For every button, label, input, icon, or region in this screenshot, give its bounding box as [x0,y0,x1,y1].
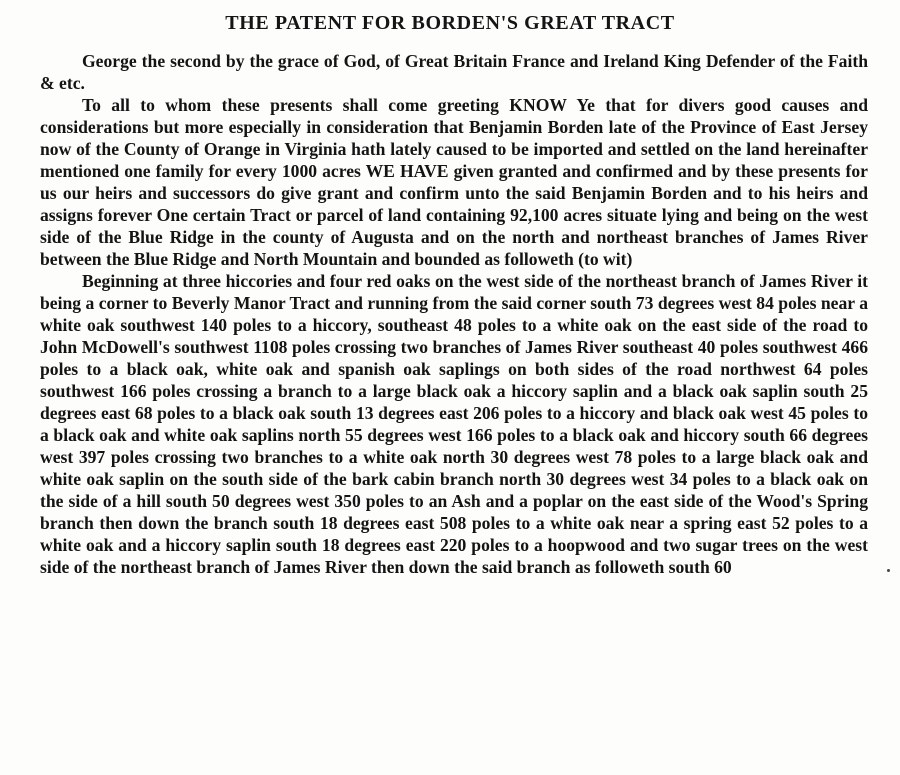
paragraph-grant: To all to whom these presents shall come greeting KNOW Ye that for divers good causes and considerations but more especially in consideration that Benjamin Borden late of the Province of East Jersey now of the County of Orange in Virginia hath lately caused to be imported and settled on the land hereinafter mentioned one family for every 1000 acres WE HAVE given granted and confirmed and by these presents for us our heirs and successors do give grant and confirm unto the said Benjamin Borden and to his heirs and assigns forever One certain Tract or parcel of land containing 92,100 acres situate lying and being on the west side of the Blue Ridge in the county of Augusta and on the north and northeast branches of James River between the Blue Ridge and North Mountain and bounded as followeth (to wit) [40,95,868,269]
document-body [40,50,868,578]
paragraph-royal-salutation: George the second by the grace of God, of Great Britain France and Ireland King Defender of the Faith & etc. [40,51,868,93]
page-title: THE PATENT FOR BORDEN'S GREAT TRACT [225,12,675,34]
paragraph-boundary-description: Beginning at three hiccories and four red oaks on the west side of the northeast branch of James River it being a corner to Beverly Manor Tract and running from the said corner south 73 degrees west 84 poles near a white oak southwest 140 poles to a hiccory, southeast 48 poles to a white oak on the east side of the road to John McDowell's southwest 1108 poles crossing two branches of James River southeast 40 poles southwest 466 poles to a black oak, white oak and spanish oak saplings on both sides of the road northwest 64 poles southwest 166 poles crossing a branch to a large black oak a hiccory saplin and a black oak saplin south 25 degrees east 68 poles to a black oak south 13 degrees east 206 poles to a hiccory and black oak west 45 poles to a black oak and white oak saplins north 55 degrees west 166 poles to a black oak and hiccory south 66 degrees west 397 poles crossing two branches to a white oak north 30 degrees west 78 poles to a large black oak and white oak saplin on the south side of the bark cabin branch north 30 degrees west 34 poles to a black oak on the side of a hill south 50 degrees west 350 poles to an Ash and a poplar on the east side of the Wood's Spring branch then down the branch south 18 degrees east 508 poles to a white oak near a spring east 52 poles to a white oak and a hiccory saplin south 18 degrees east 220 poles to a hoopwood and two sugar trees on the west side of the northeast branch of James River then down the said branch as followeth south 60 [40,271,868,577]
ink-speck [887,569,890,572]
